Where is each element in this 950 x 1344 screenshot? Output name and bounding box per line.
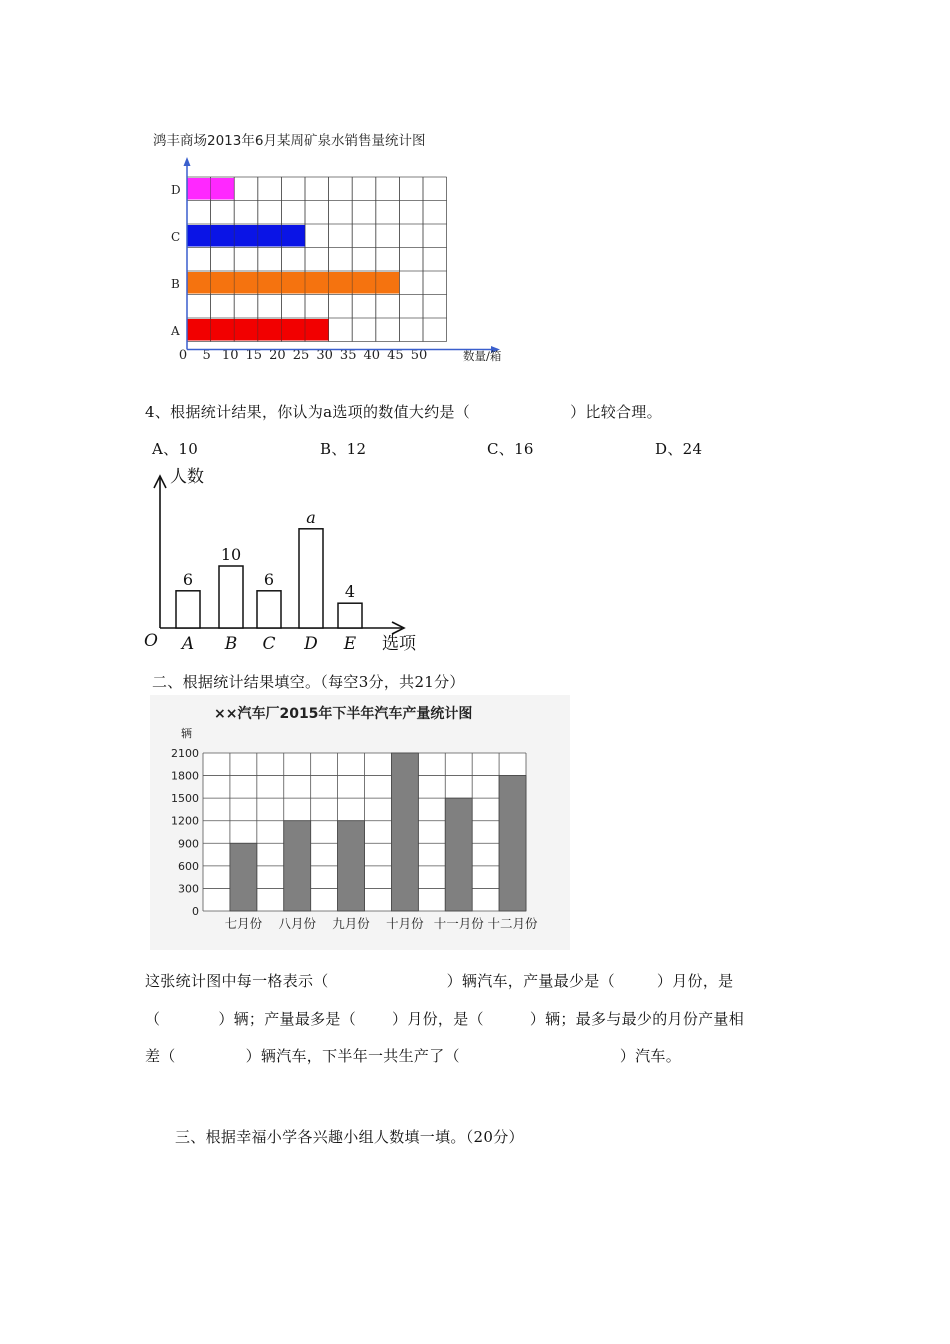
x-tick-label: 50 xyxy=(410,348,428,363)
data-labels xyxy=(183,508,355,601)
bar-c xyxy=(187,225,305,247)
x-tick-label: 15 xyxy=(245,348,263,363)
bar-month xyxy=(391,753,418,911)
category-label: 十月份 xyxy=(386,916,424,931)
x-axis-label: 数量/箱 xyxy=(463,349,502,363)
data-label: 6 xyxy=(182,569,194,589)
section-2-heading: 二、根据统计结果填空。（每空3分，共21分） xyxy=(152,673,465,691)
fill-text: ）汽车。 xyxy=(619,1047,682,1065)
y-tick-label: 900 xyxy=(178,837,199,851)
fill-line-1 xyxy=(145,970,733,991)
fill-line-2 xyxy=(145,1008,744,1029)
option-c: C、16 xyxy=(487,440,534,458)
option-count-chart-svg xyxy=(140,460,430,660)
x-tick-label: 5 xyxy=(202,348,211,363)
bar-b xyxy=(219,566,243,628)
category-label-a: A xyxy=(171,323,180,338)
fill-text: ）辆；产量最多是（ xyxy=(218,1010,357,1028)
data-label: 4 xyxy=(344,582,356,602)
category-label: C xyxy=(262,634,276,654)
chart-bars xyxy=(187,177,423,342)
bar-b xyxy=(187,272,399,294)
car-production-chart-svg xyxy=(150,695,570,950)
y-axis-label: 辆 xyxy=(181,727,192,740)
data-label: 10 xyxy=(220,545,242,564)
category-label: 七月份 xyxy=(224,916,263,931)
fill-text: ）辆汽车，产量最少是（ xyxy=(446,972,615,990)
x-tick-label: 20 xyxy=(269,348,286,363)
x-tick-label: 35 xyxy=(339,348,357,363)
fill-text: （ xyxy=(145,1010,161,1028)
category-label: 十一月份 xyxy=(433,916,484,931)
category-label: B xyxy=(224,634,238,654)
x-tick-label: 40 xyxy=(363,348,381,363)
fill-text: ）辆汽车，下半年一共生产了（ xyxy=(245,1047,460,1065)
option-count-chart xyxy=(140,460,430,660)
category-label-d: D xyxy=(171,182,181,197)
water-sales-chart-svg xyxy=(150,125,530,375)
fill-text: 差（ xyxy=(145,1047,176,1065)
y-tick-label: 600 xyxy=(178,859,199,873)
bar-c xyxy=(257,591,281,628)
question-4-end: ）比较合理。 xyxy=(570,403,662,421)
y-tick-label: 2100 xyxy=(171,747,199,760)
category-label-c: C xyxy=(171,229,181,244)
category-label: 九月份 xyxy=(332,916,370,931)
y-tick-label: 300 xyxy=(178,882,199,896)
question-4-text: 4、根据统计结果，你认为a选项的数值大约是（ xyxy=(145,403,471,421)
y-axis-label: 人数 xyxy=(170,467,204,487)
bar-d xyxy=(299,529,323,628)
x-axis-label: 选项 xyxy=(382,634,416,654)
fill-text: 这张统计图中每一格表示（ xyxy=(145,972,329,990)
category-label: 八月份 xyxy=(278,916,316,931)
category-label: E xyxy=(343,634,357,654)
x-tick-label: 0 xyxy=(178,348,188,363)
category-labels xyxy=(225,916,538,931)
chart-title: ××汽车厂2015年下半年汽车产量统计图 xyxy=(214,706,473,722)
chart-title: 鸿丰商场2013年6月某周矿泉水销售量统计图 xyxy=(153,133,426,149)
category-labels xyxy=(170,183,181,338)
bar-month xyxy=(230,843,257,911)
category-label: D xyxy=(304,634,318,654)
bar-a xyxy=(176,591,200,628)
chart-grid xyxy=(187,177,447,342)
water-sales-chart xyxy=(150,125,530,375)
y-axis-arrow xyxy=(184,157,191,166)
data-label: 6 xyxy=(263,569,275,589)
y-tick-labels xyxy=(171,747,199,918)
y-tick-label: 1800 xyxy=(171,769,199,783)
category-label: A xyxy=(181,634,195,654)
question-4 xyxy=(145,401,662,422)
data-label: a xyxy=(306,507,316,527)
y-tick-label: 1500 xyxy=(171,792,199,806)
origin-label: O xyxy=(144,631,158,651)
fill-text: ）月份，是（ xyxy=(392,1010,484,1028)
option-a: A、10 xyxy=(152,440,199,458)
bar-month xyxy=(445,798,472,911)
car-production-chart xyxy=(150,695,570,950)
option-d: D、24 xyxy=(655,440,703,458)
bar-month xyxy=(284,821,311,911)
y-tick-label: 0 xyxy=(192,905,199,918)
category-label: 十二月份 xyxy=(487,916,538,931)
category-labels xyxy=(180,634,357,654)
bar-e xyxy=(338,603,362,628)
fill-text: ）辆；最多与最少的月份产量相 xyxy=(529,1010,745,1028)
category-label-b: B xyxy=(171,276,180,291)
y-tick-label: 1200 xyxy=(171,814,199,828)
section-3-heading: 三、根据幸福小学各兴趣小组人数填一填。（20分） xyxy=(175,1128,524,1146)
x-tick-label: 10 xyxy=(221,348,239,363)
fill-text: ）月份，是 xyxy=(656,972,734,990)
fill-line-3 xyxy=(145,1045,681,1066)
x-tick-label: 45 xyxy=(387,348,404,363)
option-b: B、12 xyxy=(320,440,367,458)
x-tick-label: 25 xyxy=(292,348,310,363)
x-tick-label: 30 xyxy=(316,348,333,363)
bar-month xyxy=(338,821,365,911)
bar-month xyxy=(499,776,526,911)
